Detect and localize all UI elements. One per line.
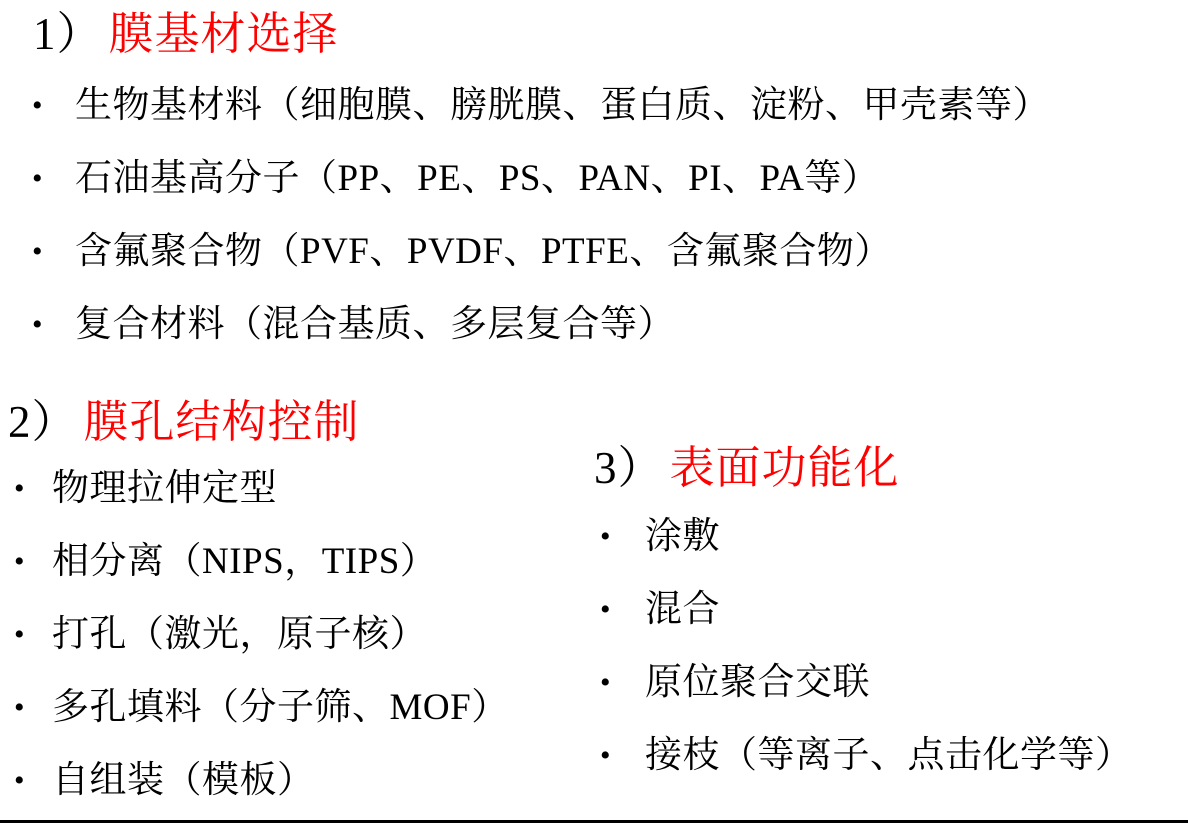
bullet-icon: •: [32, 162, 43, 195]
list-item: [32, 142, 1050, 215]
list-item-text: 复合材料（混合基质、多层复合等）: [75, 304, 675, 345]
list-item-text: 混合: [645, 589, 720, 630]
section-3-heading: [594, 440, 900, 496]
list-item: [600, 500, 1133, 573]
bullet-icon: •: [14, 618, 25, 651]
list-item-text: 原位聚合交联: [645, 662, 870, 703]
list-item-text: 生物基材料（细胞膜、膀胱膜、蛋白质、淀粉、甲壳素等）: [75, 85, 1050, 126]
bullet-icon: •: [600, 666, 611, 699]
section-1-number: 1）: [33, 9, 103, 59]
list-item: [32, 288, 1050, 361]
bullet-icon: •: [600, 739, 611, 772]
list-item: [14, 744, 509, 817]
list-item-text: 接枝（等离子、点击化学等）: [645, 735, 1133, 776]
list-item: [14, 598, 509, 671]
list-item-text: 物理拉伸定型: [52, 468, 277, 509]
list-item: [600, 719, 1133, 792]
list-item-text: 自组装（模板）: [52, 760, 315, 801]
list-item: [600, 646, 1133, 719]
section-2-title: 膜孔结构控制: [83, 397, 360, 447]
section-1-title: 膜基材选择: [108, 9, 339, 59]
list-item: [14, 525, 509, 598]
list-item-text: 打孔（激光，原子核）: [52, 614, 427, 655]
list-item: [14, 671, 509, 744]
bullet-icon: •: [14, 691, 25, 724]
bullet-icon: •: [600, 593, 611, 626]
section-2-list: [14, 452, 509, 817]
list-item-text: 多孔填料（分子筛、MOF）: [52, 687, 509, 728]
bullet-icon: •: [14, 764, 25, 797]
section-3-number: 3）: [594, 443, 664, 493]
list-item: [32, 215, 1050, 288]
list-item-text: 相分离（NIPS，TIPS）: [52, 541, 438, 582]
list-item-text: 含氟聚合物（PVF、PVDF、PTFE、含氟聚合物）: [75, 231, 892, 272]
list-item: [32, 69, 1050, 142]
section-2-number: 2）: [8, 397, 78, 447]
list-item: [600, 573, 1133, 646]
list-item: [14, 452, 509, 525]
section-3-list: [600, 500, 1133, 792]
list-item-text: 涂敷: [645, 516, 720, 557]
bullet-icon: •: [600, 520, 611, 553]
section-1-heading: [33, 6, 339, 62]
section-3-title: 表面功能化: [669, 443, 900, 493]
list-item-text: 石油基高分子（PP、PE、PS、PAN、PI、PA等）: [75, 158, 880, 199]
bullet-icon: •: [32, 235, 43, 268]
bullet-icon: •: [32, 308, 43, 341]
bullet-icon: •: [14, 545, 25, 578]
section-1-list: [32, 69, 1050, 361]
section-2-heading: [8, 394, 360, 450]
bullet-icon: •: [14, 472, 25, 505]
bullet-icon: •: [32, 89, 43, 122]
bottom-divider-line: [0, 820, 1188, 823]
